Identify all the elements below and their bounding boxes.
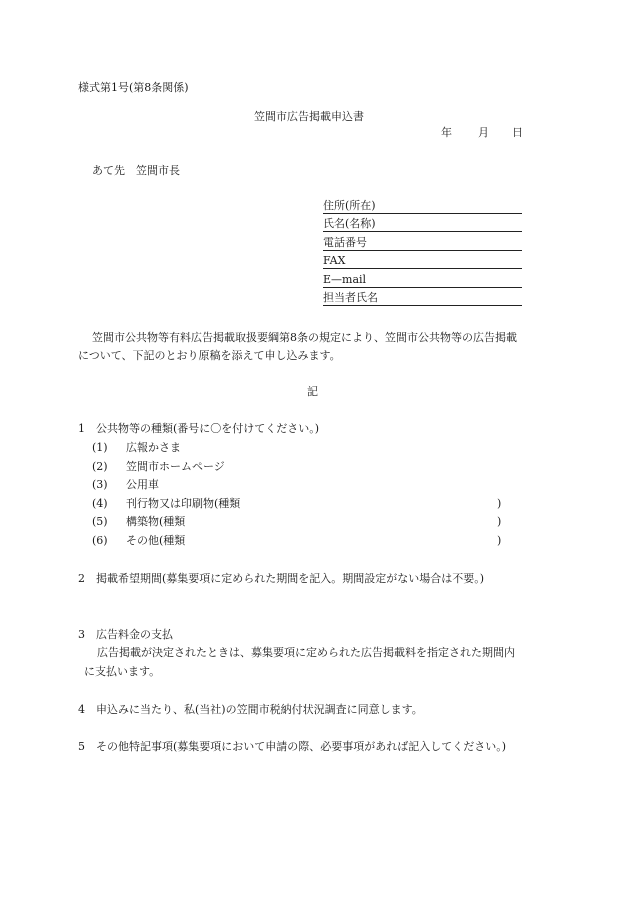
contact-person-field[interactable]: 担当者氏名 [323, 291, 522, 306]
option-number: (6) [92, 534, 108, 547]
section-2-heading: 2 掲載希望期間(募集要項に定められた期間を記入。期間設定がない場合は不要。) [78, 572, 485, 585]
option-label: 公用車 [126, 478, 159, 491]
email-field[interactable]: E—mail [323, 273, 522, 288]
section-3-heading: 3 広告料金の支払 [78, 628, 173, 641]
medium-option-4[interactable] [92, 497, 240, 511]
name-field[interactable]: 氏名(名称) [323, 217, 522, 232]
option-4-close-paren: ) [497, 497, 502, 510]
ki-heading: 記 [307, 385, 318, 398]
section-3-line-2: に支払います。 [84, 665, 161, 678]
option-6-close-paren: ) [497, 534, 502, 547]
option-number: (2) [92, 460, 108, 473]
option-label: 笠間市ホームページ [126, 460, 225, 473]
option-number: (5) [92, 515, 108, 528]
addressee: あて先 笠間市長 [92, 164, 180, 177]
medium-option-1[interactable] [92, 441, 181, 455]
section-4-heading: 4 申込みに当たり、私(当社)の笠間市税納付状況調査に同意します。 [78, 703, 423, 716]
medium-option-2[interactable] [92, 460, 225, 474]
section-5-heading: 5 その他特記事項(募集要項において申請の際、必要事項があれば記入してください。) [78, 740, 507, 753]
date-day-label: 日 [512, 126, 523, 139]
option-number: (4) [92, 497, 108, 510]
section-3-line-1: 広告掲載が決定されたときは、募集要項に定められた広告掲載料を指定された期間内 [97, 646, 515, 659]
date-month-label: 月 [478, 126, 489, 139]
fax-field[interactable]: FAX [323, 254, 522, 269]
option-label: 広報かさま [126, 441, 181, 454]
option-label: 刊行物又は印刷物(種類 [126, 497, 241, 510]
option-5-close-paren: ) [497, 515, 502, 528]
address-field[interactable]: 住所(所在) [323, 199, 522, 214]
intro-line-2: について、下記のとおり原稿を添えて申し込みます。 [78, 349, 341, 362]
phone-field[interactable]: 電話番号 [323, 236, 522, 251]
date-year-label: 年 [441, 126, 452, 139]
document-title: 笠間市広告掲載申込書 [254, 110, 364, 123]
option-number: (1) [92, 441, 108, 454]
medium-option-6[interactable] [92, 534, 185, 548]
intro-line-1: 笠間市公共物等有料広告掲載取扱要綱第8条の規定により、笠間市公共物等の広告掲載 [92, 331, 517, 344]
option-number: (3) [92, 478, 108, 491]
section-1-heading: 1 公共物等の種類(番号に〇を付けてください。) [78, 422, 320, 435]
option-label: 構築物(種類 [126, 515, 186, 528]
medium-option-5[interactable] [92, 515, 185, 529]
form-number: 様式第1号(第8条関係) [78, 81, 189, 94]
option-label: その他(種類 [126, 534, 186, 547]
medium-option-3[interactable] [92, 478, 159, 492]
